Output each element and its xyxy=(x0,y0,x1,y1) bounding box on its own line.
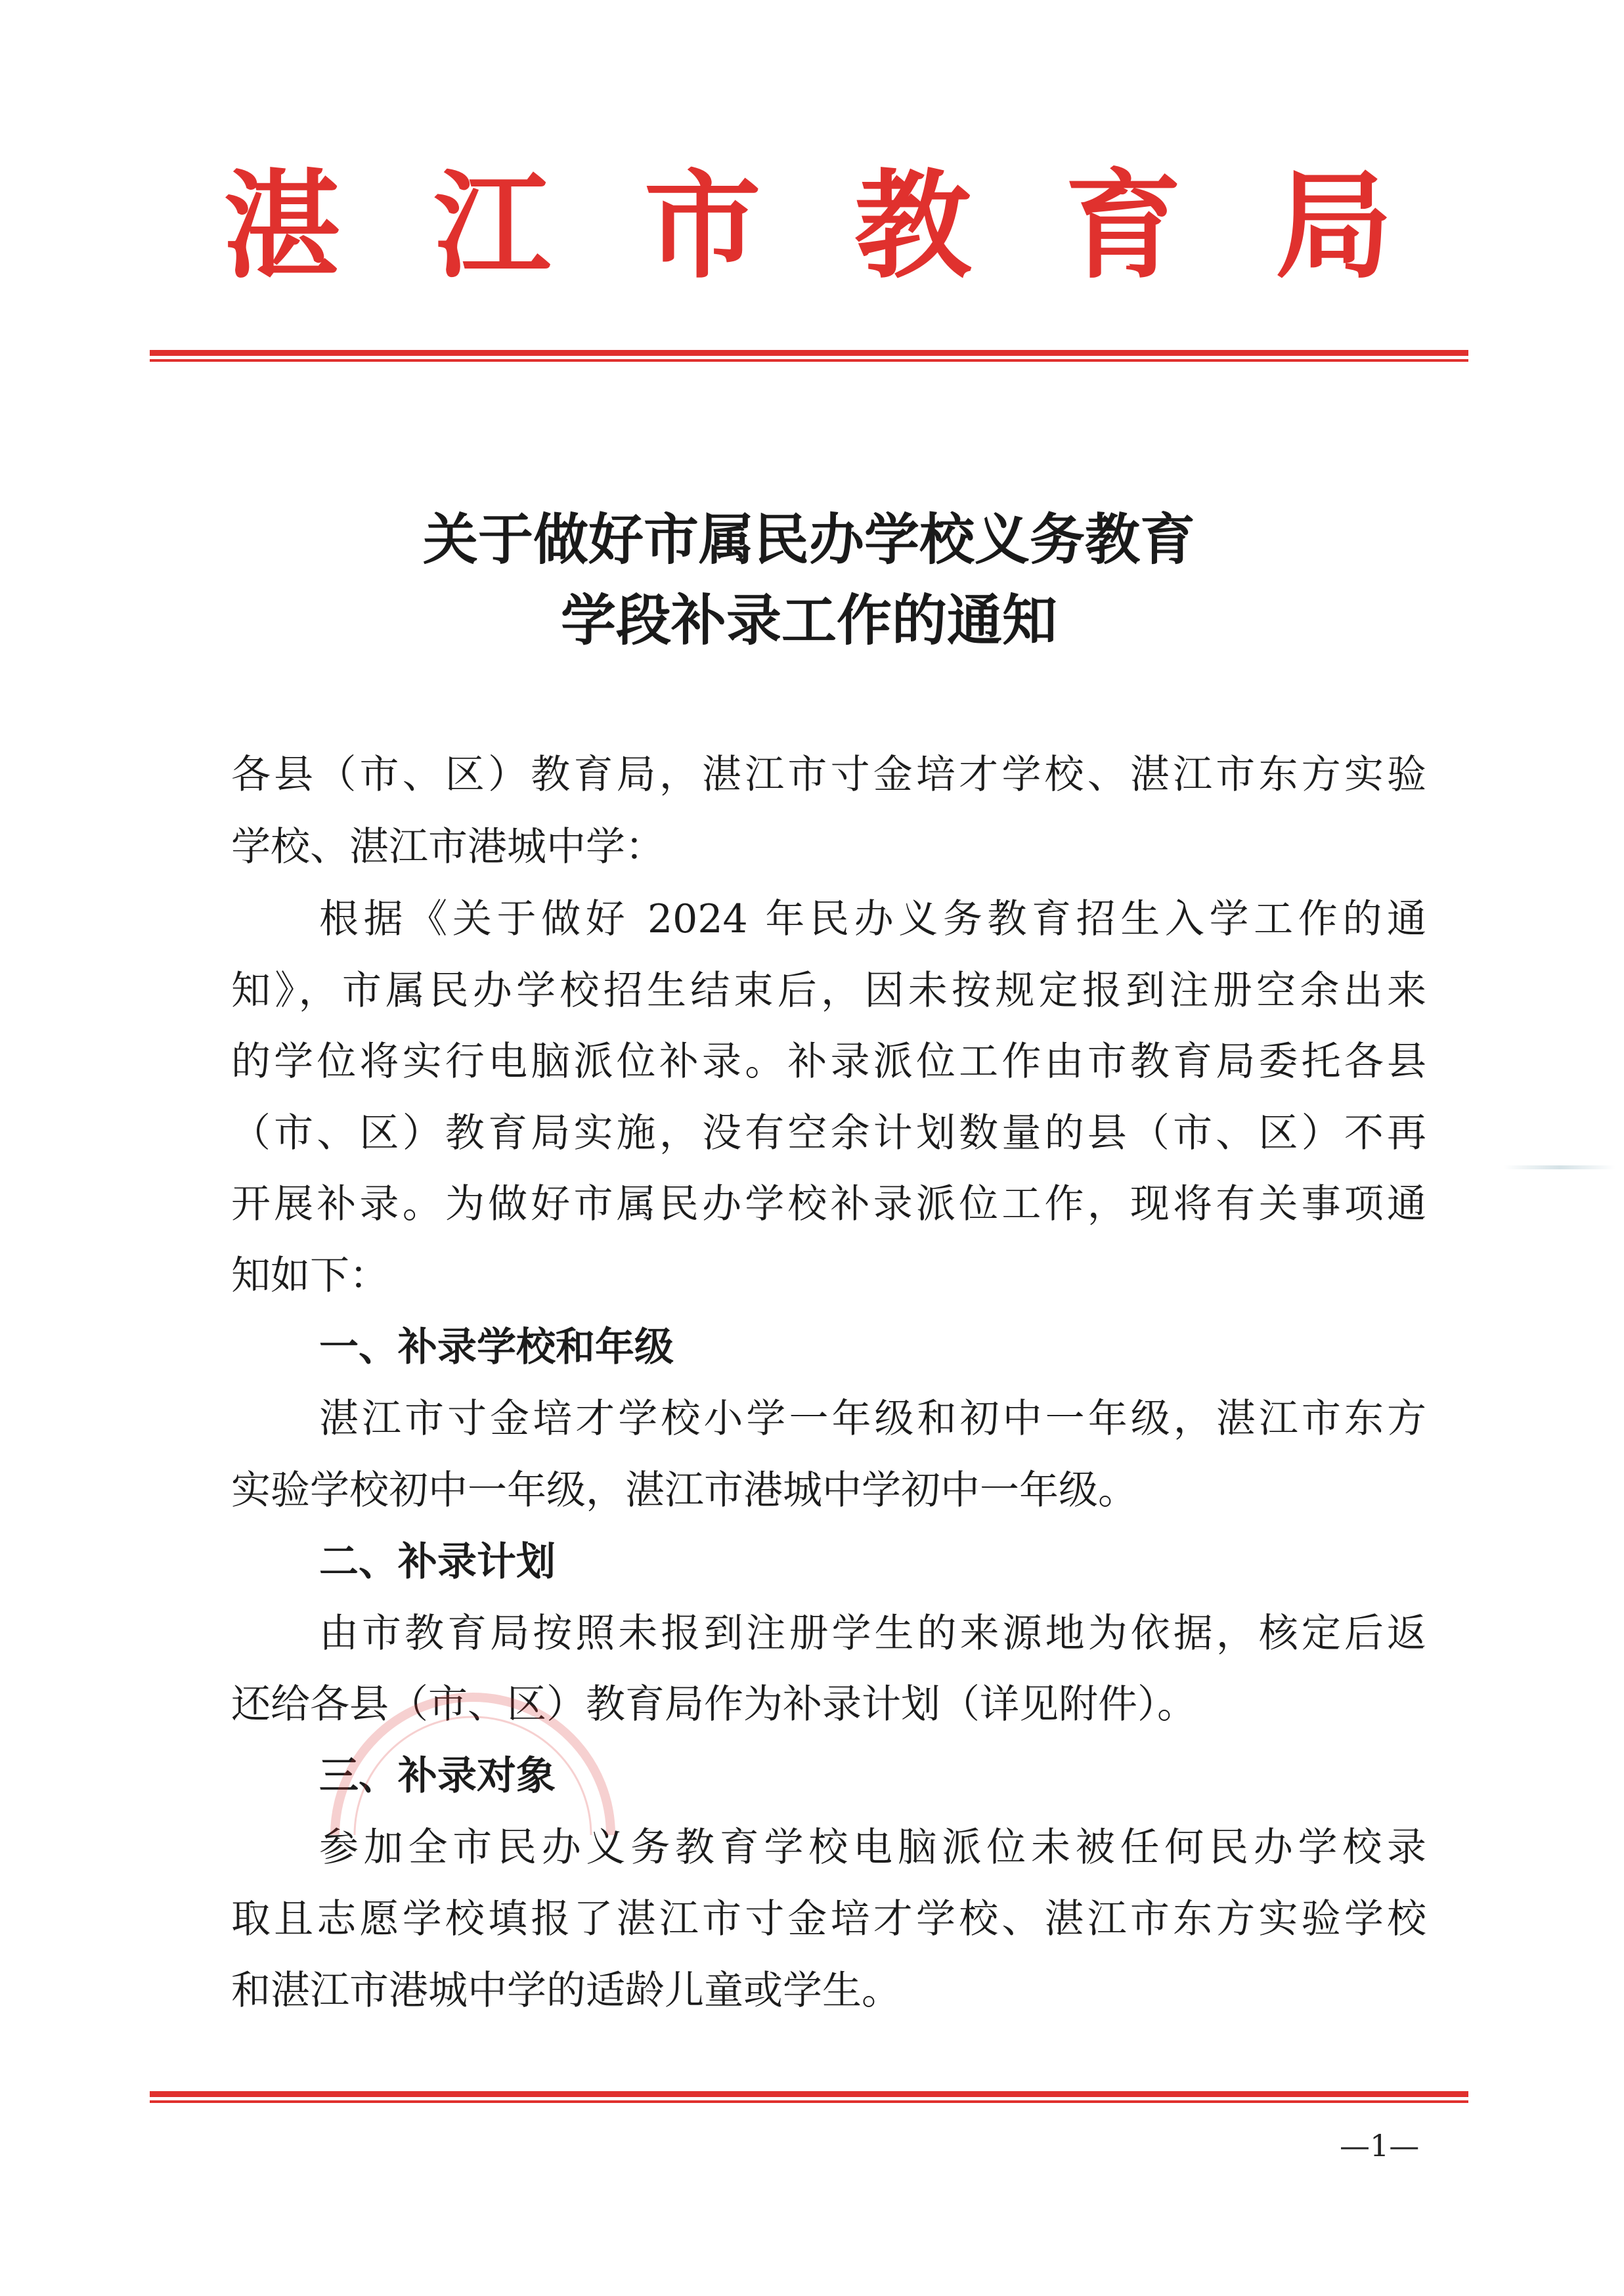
body-line: 和湛江市港城中学的适龄儿童或学生。 xyxy=(231,1968,901,2014)
header-char: 市 xyxy=(644,157,761,294)
header-divider xyxy=(150,350,1468,364)
header-char: 局 xyxy=(1275,157,1392,294)
body-line: 的学位将实行电脑派位补录。补录派位工作由市教育局委托各县 xyxy=(231,1039,1426,1085)
footer-divider xyxy=(150,2091,1468,2106)
body-line: 取且志愿学校填报了湛江市寸金培才学校、湛江市东方实验学校 xyxy=(231,1896,1426,1942)
header-char: 湛 xyxy=(223,157,340,294)
issuing-authority-header xyxy=(223,157,1392,299)
page-number: —1— xyxy=(1340,2128,1420,2163)
body-line: 根据《关于做好 2024 年民办义务教育招生入学工作的通 xyxy=(319,896,1426,942)
body-line: （市、区）教育局实施，没有空余计划数量的县（市、区）不再 xyxy=(231,1110,1426,1156)
section-heading: 一、补录学校和年级 xyxy=(319,1324,674,1370)
scan-artifact xyxy=(1504,1165,1615,1169)
section-heading: 三、补录对象 xyxy=(319,1753,556,1799)
body-line: 开展补录。为做好市属民办学校补录派位工作，现将有关事项通 xyxy=(231,1181,1426,1227)
body-line: 由市教育局按照未报到注册学生的来源地为依据，核定后返 xyxy=(319,1611,1426,1657)
document-title-line-2: 学段补录工作的通知 xyxy=(560,588,1057,653)
header-char: 教 xyxy=(854,157,972,294)
body-line: 湛江市寸金培才学校小学一年级和初中一年级，湛江市东方 xyxy=(319,1396,1426,1442)
body-line: 知如下： xyxy=(231,1253,389,1299)
official-seal-icon xyxy=(309,1625,637,1842)
header-char: 育 xyxy=(1064,157,1182,294)
body-line: 参加全市民办义务教育学校电脑派位未被任何民办学校录 xyxy=(319,1825,1426,1871)
addressee-line: 各县（市、区）教育局，湛江市寸金培才学校、湛江市东方实验 xyxy=(231,752,1426,798)
section-heading: 二、补录计划 xyxy=(319,1539,556,1585)
body-line: 还给各县（市、区）教育局作为补录计划（详见附件）。 xyxy=(231,1681,1196,1727)
header-char: 江 xyxy=(433,157,551,294)
body-line: 实验学校初中一年级，湛江市港城中学初中一年级。 xyxy=(231,1467,1137,1513)
addressee-line: 学校、湛江市港城中学： xyxy=(231,824,665,870)
document-title-line-1: 关于做好市属民办学校义务教育 xyxy=(422,508,1195,572)
body-line: 知》，市属民办学校招生结束后，因未按规定报到注册空余出来 xyxy=(231,968,1426,1014)
